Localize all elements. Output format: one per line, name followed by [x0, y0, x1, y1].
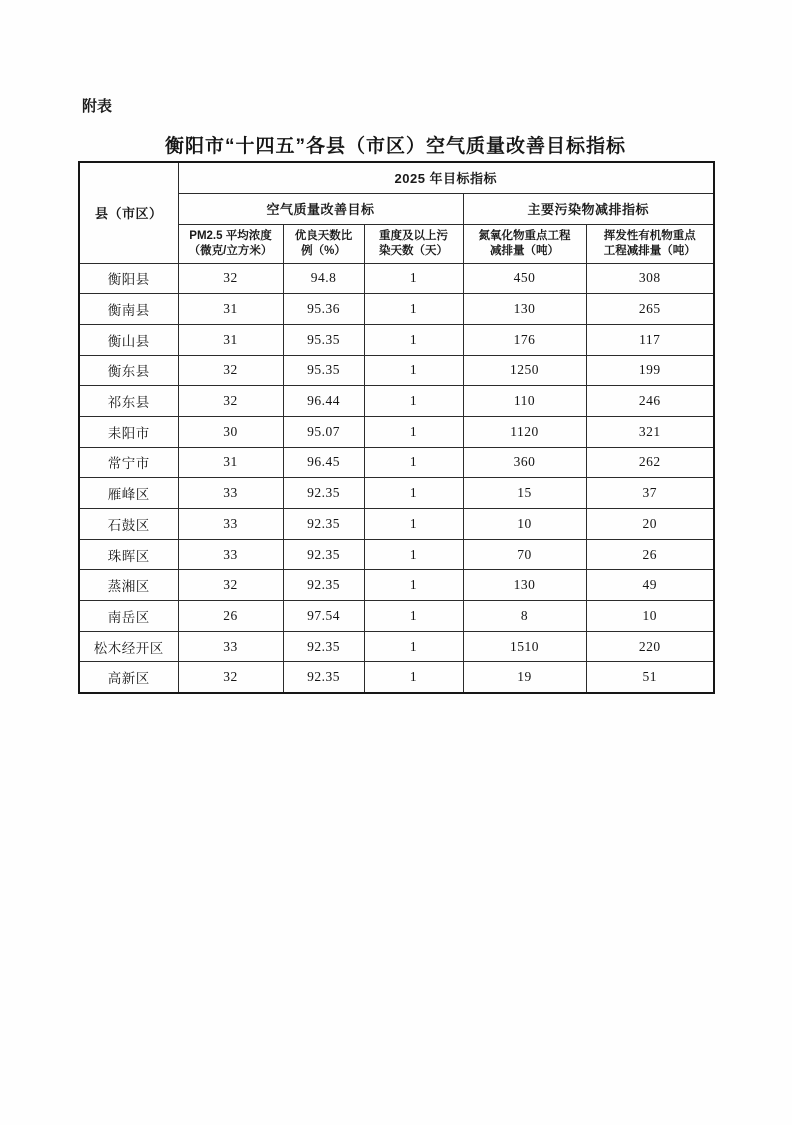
- header-quality-group: 空气质量改善目标: [178, 193, 463, 224]
- cell-severe-days: 1: [364, 478, 463, 509]
- cell-nox: 15: [463, 478, 586, 509]
- cell-severe-days: 1: [364, 294, 463, 325]
- table-row: [79, 355, 714, 386]
- cell-nox: 110: [463, 386, 586, 417]
- cell-good-days: 94.8: [283, 263, 364, 294]
- cell-good-days: 97.54: [283, 601, 364, 632]
- cell-good-days: 92.35: [283, 662, 364, 693]
- header-col-nox-line1: 氮氧化物重点工程: [478, 229, 571, 242]
- table-row: [79, 324, 714, 355]
- table-row: [79, 447, 714, 478]
- header-col-pm25: [178, 224, 283, 263]
- table-row: [79, 263, 714, 294]
- cell-voc: 49: [586, 570, 714, 601]
- cell-region: 高新区: [79, 662, 178, 693]
- cell-voc: 265: [586, 294, 714, 325]
- cell-nox: 1120: [463, 416, 586, 447]
- cell-voc: 37: [586, 478, 714, 509]
- cell-good-days: 95.35: [283, 355, 364, 386]
- cell-severe-days: 1: [364, 416, 463, 447]
- cell-good-days: 92.35: [283, 631, 364, 662]
- cell-voc: 51: [586, 662, 714, 693]
- cell-nox: 450: [463, 263, 586, 294]
- header-col-voc-line2: 工程减排量（吨）: [603, 244, 696, 257]
- cell-good-days: 95.35: [283, 324, 364, 355]
- cell-severe-days: 1: [364, 263, 463, 294]
- cell-nox: 70: [463, 539, 586, 570]
- cell-severe-days: 1: [364, 570, 463, 601]
- cell-good-days: 92.35: [283, 570, 364, 601]
- table-header: [79, 162, 714, 263]
- table-row: [79, 570, 714, 601]
- cell-voc: 20: [586, 509, 714, 540]
- cell-region: 珠晖区: [79, 539, 178, 570]
- cell-nox: 1510: [463, 631, 586, 662]
- document-title: 衡阳市“十四五”各县（市区）空气质量改善目标指标: [164, 136, 626, 157]
- header-col-voc-line1: 挥发性有机物重点: [603, 229, 696, 242]
- cell-nox: 130: [463, 294, 586, 325]
- cell-severe-days: 1: [364, 539, 463, 570]
- cell-pm25: 33: [178, 631, 283, 662]
- cell-region: 蒸湘区: [79, 570, 178, 601]
- cell-nox: 10: [463, 509, 586, 540]
- table-row: [79, 478, 714, 509]
- cell-voc: 308: [586, 263, 714, 294]
- header-col-severe-days-line2: 染天数（天）: [379, 244, 448, 257]
- cell-nox: 1250: [463, 355, 586, 386]
- cell-region: 衡东县: [79, 355, 178, 386]
- cell-nox: 176: [463, 324, 586, 355]
- cell-voc: 26: [586, 539, 714, 570]
- header-emission-group: 主要污染物减排指标: [463, 193, 714, 224]
- cell-pm25: 33: [178, 509, 283, 540]
- cell-voc: 321: [586, 416, 714, 447]
- cell-pm25: 32: [178, 662, 283, 693]
- cell-good-days: 92.35: [283, 478, 364, 509]
- cell-nox: 19: [463, 662, 586, 693]
- cell-good-days: 95.36: [283, 294, 364, 325]
- header-year-group: 2025 年目标指标: [178, 162, 714, 193]
- cell-good-days: 92.35: [283, 539, 364, 570]
- appendix-label: 附表: [82, 98, 113, 115]
- cell-pm25: 32: [178, 570, 283, 601]
- cell-severe-days: 1: [364, 355, 463, 386]
- cell-nox: 8: [463, 601, 586, 632]
- table-row: [79, 539, 714, 570]
- cell-severe-days: 1: [364, 447, 463, 478]
- cell-voc: 262: [586, 447, 714, 478]
- cell-good-days: 96.45: [283, 447, 364, 478]
- cell-severe-days: 1: [364, 601, 463, 632]
- cell-severe-days: 1: [364, 324, 463, 355]
- cell-region: 南岳区: [79, 601, 178, 632]
- header-col-good-days-line1: 优良天数比: [294, 229, 353, 242]
- header-col-pm25-line1: PM2.5 平均浓度: [189, 229, 272, 242]
- cell-region: 耒阳市: [79, 416, 178, 447]
- table-row: [79, 631, 714, 662]
- cell-good-days: 92.35: [283, 509, 364, 540]
- cell-pm25: 31: [178, 447, 283, 478]
- header-col-nox: [463, 224, 586, 263]
- table-row: [79, 662, 714, 693]
- header-col-good-days-line2: 例（%）: [301, 244, 346, 257]
- table-row: [79, 416, 714, 447]
- cell-pm25: 32: [178, 355, 283, 386]
- cell-pm25: 33: [178, 539, 283, 570]
- cell-region: 松木经开区: [79, 631, 178, 662]
- cell-severe-days: 1: [364, 662, 463, 693]
- table-row: [79, 509, 714, 540]
- cell-pm25: 26: [178, 601, 283, 632]
- header-row-year: [79, 162, 714, 193]
- table-row: [79, 386, 714, 417]
- cell-region: 衡阳县: [79, 263, 178, 294]
- cell-pm25: 32: [178, 386, 283, 417]
- cell-pm25: 32: [178, 263, 283, 294]
- table-row: [79, 601, 714, 632]
- table-row: [79, 294, 714, 325]
- cell-pm25: 33: [178, 478, 283, 509]
- cell-region: 石鼓区: [79, 509, 178, 540]
- table-body: [79, 263, 714, 693]
- cell-voc: 199: [586, 355, 714, 386]
- cell-voc: 220: [586, 631, 714, 662]
- header-col-voc: [586, 224, 714, 263]
- cell-voc: 10: [586, 601, 714, 632]
- cell-severe-days: 1: [364, 509, 463, 540]
- cell-pm25: 31: [178, 294, 283, 325]
- header-col-good-days: [283, 224, 364, 263]
- cell-good-days: 96.44: [283, 386, 364, 417]
- cell-region: 雁峰区: [79, 478, 178, 509]
- header-col-pm25-line2: （微克/立方米）: [188, 244, 273, 257]
- header-col-severe-days-line1: 重度及以上污: [379, 229, 448, 242]
- air-quality-targets-table: [78, 161, 715, 694]
- cell-pm25: 31: [178, 324, 283, 355]
- cell-voc: 246: [586, 386, 714, 417]
- cell-region: 衡南县: [79, 294, 178, 325]
- cell-nox: 130: [463, 570, 586, 601]
- header-col-severe-days: [364, 224, 463, 263]
- cell-severe-days: 1: [364, 631, 463, 662]
- cell-severe-days: 1: [364, 386, 463, 417]
- cell-nox: 360: [463, 447, 586, 478]
- header-col-nox-line2: 减排量（吨）: [490, 244, 559, 257]
- cell-good-days: 95.07: [283, 416, 364, 447]
- cell-region: 衡山县: [79, 324, 178, 355]
- cell-voc: 117: [586, 324, 714, 355]
- header-region: 县（市区）: [79, 162, 178, 263]
- cell-region: 祁东县: [79, 386, 178, 417]
- cell-region: 常宁市: [79, 447, 178, 478]
- cell-pm25: 30: [178, 416, 283, 447]
